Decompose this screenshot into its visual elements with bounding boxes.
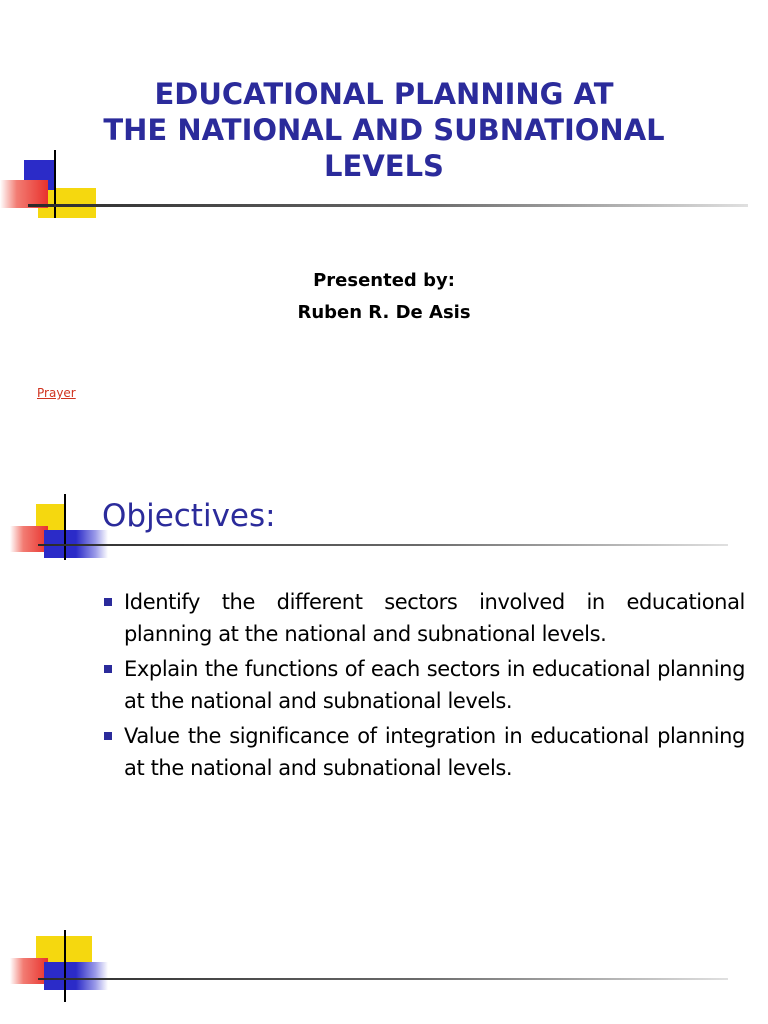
- bullet-icon: [104, 732, 112, 740]
- slide-divider: [38, 978, 728, 980]
- objectives-heading: Objectives:: [102, 498, 276, 534]
- ornament-red-square: [10, 958, 48, 984]
- corner-ornament: [0, 494, 110, 564]
- list-item: [100, 720, 745, 784]
- objective-text: Value the significance of integration in educational planning at the national and subnational levels.: [124, 724, 745, 780]
- title-slide: [0, 0, 768, 440]
- ornament-vertical-line: [64, 930, 66, 1002]
- objectives-list: [100, 586, 745, 787]
- corner-ornament: [0, 930, 110, 1002]
- ornament-red-square: [10, 526, 48, 552]
- ornament-blue-square: [44, 962, 108, 990]
- ornament-vertical-line: [64, 494, 66, 560]
- next-slide-partial: [0, 910, 768, 1024]
- prayer-link[interactable]: Prayer: [37, 386, 76, 400]
- list-item: [100, 586, 745, 650]
- objective-text: Identify the different sectors involved in educational planning at the national and subnational levels.: [124, 590, 745, 646]
- list-item: [100, 653, 745, 717]
- objectives-divider: [38, 544, 728, 546]
- presented-by-label: Presented by:: [313, 270, 455, 291]
- objective-text: Explain the functions of each sectors in educational planning at the national and subnational levels.: [124, 657, 745, 713]
- title-line: EDUCATIONAL PLANNING AT: [154, 77, 614, 111]
- bullet-icon: [104, 665, 112, 673]
- title-line: LEVELS: [324, 149, 444, 183]
- bullet-icon: [104, 598, 112, 606]
- presenter-name: Ruben R. De Asis: [297, 302, 471, 323]
- title-divider: [28, 204, 748, 207]
- title-line: THE NATIONAL AND SUBNATIONAL: [103, 113, 665, 147]
- objectives-slide: [0, 460, 768, 910]
- slide-title: [0, 76, 768, 184]
